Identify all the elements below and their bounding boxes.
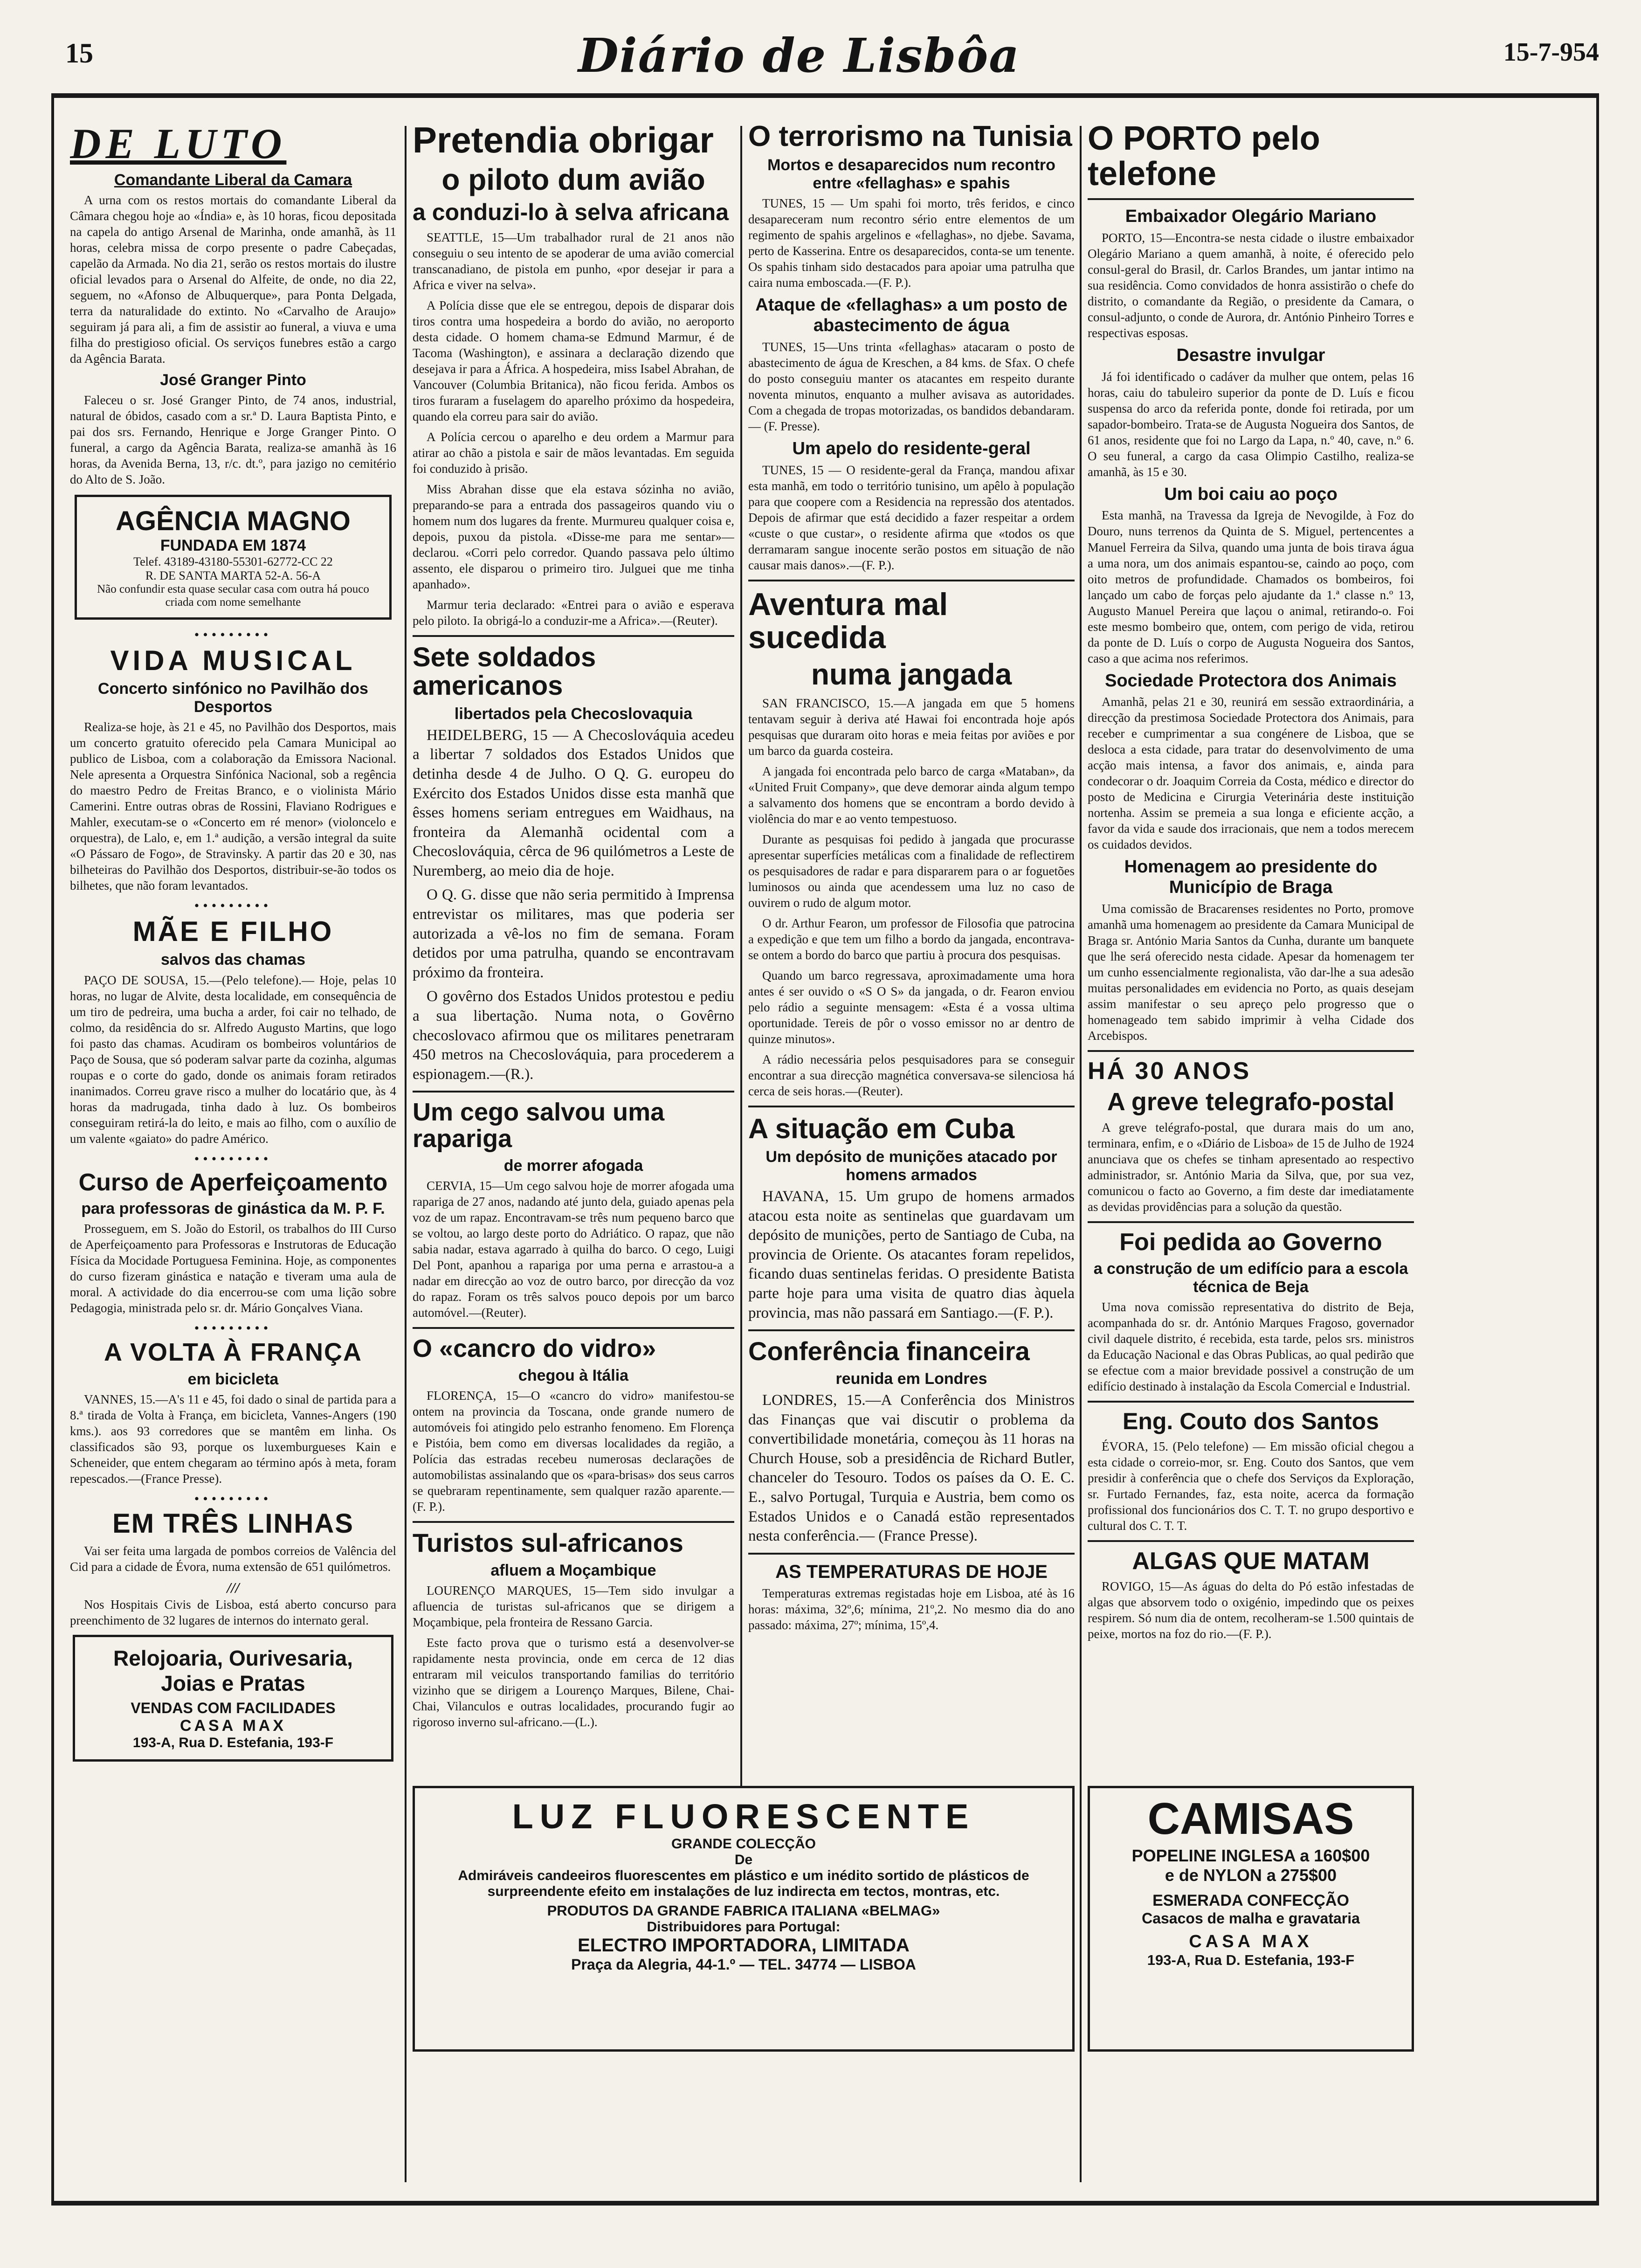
column-3 bbox=[748, 121, 1075, 1781]
volta-title: A VOLTA À FRANÇA bbox=[104, 1338, 362, 1367]
camisas-line: 193-A, Rua D. Estefania, 193-F bbox=[1147, 1952, 1355, 1968]
conferencia-title: Conferência financeira bbox=[748, 1336, 1030, 1366]
piloto-title: a conduzi-lo à selva africana bbox=[413, 199, 729, 226]
volta-subheading: em bicicleta bbox=[187, 1370, 279, 1389]
piloto-paragraph: Marmur teria declarado: «Entrei para o avião e esperava pelo piloto. Ia obrigá-lo a conduzir-me a Africa».—(Reuter). bbox=[413, 597, 734, 628]
column-rule bbox=[740, 126, 742, 1786]
piloto-paragraph: Miss Abrahan disse que ela estava sózinha no avião, preparando-se para a entrada dos passageiros quando viu o homem num dos lugares da frente. Murmureu qualquer coisa e, depois, puxou da pistola. «Disse-me para me sentar»—declarou. «Corri pelo corredor. Quando passava pelo último assento, ele disparou o primeiro tiro. Julguei que me tinha apanhado». bbox=[413, 482, 734, 591]
algas-paragraph: ROVIGO, 15—As águas do delta do Pó estão infestadas de algas que absorvem todo o oxigénio, impedindo que os peixes respirem. Só num dia de ontem, recolheram-se 1.500 quintais de peixe, mortos na foz do rio.—(F. P.). bbox=[1088, 1579, 1414, 1641]
algas-title: ALGAS QUE MATAM bbox=[1132, 1547, 1370, 1575]
apelo-title: Um apelo do residente-geral bbox=[792, 438, 1031, 458]
sociedade-paragraph: Amanhã, pelas 21 e 30, reunirá em sessão extraordinária, a direcção da prestimosa Sociedade Protectora dos Animais, para receber e cumprimentar a sua congénere de Lisboa, que se desloca a esta cidade, para tratar do desenvolvimento de uma acção mais intensa, a favor dos animais, e, ainda para condecorar o dr. Joaquim Correia da Costa, médico e director do posto de Medicina e Cirurgia Veterinária deste instituição nortenha. Assim se premeia a sua longa e eficiente acção, a favor da vida e saude dos irracionais, que nem a todos merecem os cuidados devidos. bbox=[1088, 695, 1414, 852]
agencia-title: AGÊNCIA MAGNO bbox=[116, 506, 351, 537]
conferencia-subheading: reunida em Londres bbox=[835, 1370, 987, 1388]
cuba-paragraph: HAVANA, 15. Um grupo de homens armados atacou esta noite as sentinelas que guardavam um depósito de munições, perto de Santiago de Cuba, na provincia de Oriente. Os atacantes foram repelidos, ficando duas sentinelas feridas. O presidente Batista parte hoje para uma visita de quatro dias àquela provincia, mas não passará em Santiago.—(F. P.). bbox=[748, 1188, 1075, 1321]
divider bbox=[413, 1521, 734, 1523]
column-2 bbox=[413, 121, 734, 1781]
tres-linhas-separator: /// bbox=[227, 1579, 240, 1597]
cancro-paragraph: FLORENÇA, 15—O «cancro do vidro» manifestou-se ontem na provincia da Toscana, onde grande numero de automóveis foi atingido pelo estranho fenomeno. Em Florença e Pistóia, bem como em diversas localidades da região, a Polícia das estradas recebeu numerosas declarações de automobilistas assinalando que os «para-brisas» dos seus carros se quebraram repentinamente, sem qualquer razão aparente.—(F. P.). bbox=[413, 1388, 734, 1514]
turistas-subheading: afluem a Moçambique bbox=[490, 1561, 656, 1579]
mae-title: MÃE E FILHO bbox=[132, 916, 334, 947]
agencia-note: Não confundir esta quase secular casa com outra há pouco criada com nome semelhante bbox=[97, 583, 369, 609]
aventura-paragraph: Durante as pesquisas foi pedido à jangada que procurasse apresentar superfícies metálicas com a finalidade de reflectirem os pesquisadores de radar e para dispararem para o ar foguetões luminosos ou ainda que acendessem uma luz no caso de ouvirem o rudo de algum motor. bbox=[748, 832, 1075, 910]
camisas-line: e de NYLON a 275$00 bbox=[1165, 1866, 1337, 1885]
relojoaria-ad bbox=[73, 1635, 393, 1762]
agencia-phone: Telef. 43189-43180-55301-62772-CC 22 bbox=[133, 555, 333, 569]
cuba-subheading: Um depósito de munições atacado por homens armados bbox=[765, 1148, 1057, 1184]
desastre-title: Desastre invulgar bbox=[1176, 345, 1325, 365]
tres-linhas-paragraph: Vai ser feita uma largada de pombos correios de Valência del Cid para a cidade de Évora, numa extensão de 651 quilómetros. bbox=[70, 1544, 396, 1574]
separator: ••••••••• bbox=[194, 627, 272, 643]
mae-paragraph: PAÇO DE SOUSA, 15.—(Pelo telefone).— Hoje, pelas 10 horas, no lugar de Alvite, desta localidade, em consequência de um tiro de pedreira, uma bucha a arder, foi cair no telhado, de colmo, da residência do sr. Alfredo Augusto Martins, que logo foi pasto das chamas. Acudiram os bombeiros voluntários de Paço de Sousa, que só poderam salvar parte da cozinha, algumas roupas e o corte do gado, donde os animais foram retirados inanimados. Correu grave risco a mulher do locatário que, às 4 horas da madrugada, tinha dado à luz. Os bombeiros conseguiram retirá-la do leito, e mais ao filho, com o auxílio de um valente «gaiato» do padre Américo. bbox=[70, 973, 396, 1146]
camisas-title: CAMISAS bbox=[1147, 1794, 1354, 1844]
agencia-address: R. DE SANTA MARTA 52-A. 56-A bbox=[145, 569, 321, 583]
luz-line: Admiráveis candeeiros fluorescentes em plástico e um inédito sortido de plásticos de surpreendente efeito em instalações de luz indirecta em tectos, montras, etc. bbox=[458, 1868, 1029, 1899]
agencia-founded: FUNDADA EM 1874 bbox=[160, 537, 306, 555]
separator: ••••••••• bbox=[194, 1151, 272, 1167]
divider bbox=[413, 1091, 734, 1093]
divider bbox=[748, 1329, 1075, 1331]
boi-title: Um boi caiu ao poço bbox=[1164, 484, 1338, 504]
curso-paragraph: Prosseguem, em S. João do Estoril, os trabalhos do III Curso de Aperfeiçoamento para Professoras e Instrutoras de Educação Física da Mocidade Portuguesa Feminina. Hoje, as componentes do curso fizeram ginástica e natação e tiveram uma aula de moral. A actividade do dia encerrou-se com uma lição sobre Pedagogia, ministrada pelo sr. dr. Mário Gonçalves Viana. bbox=[70, 1222, 396, 1315]
porto-title: O PORTO pelo telefone bbox=[1088, 121, 1320, 193]
camisas-line: ESMERADA CONFECÇÃO bbox=[1152, 1892, 1349, 1909]
bottom-rule bbox=[51, 2201, 1599, 2206]
divider bbox=[413, 1327, 734, 1329]
separator: ••••••••• bbox=[194, 1321, 272, 1336]
vida-subheading: Concerto sinfónico no Pavilhão dos Desportos bbox=[98, 680, 368, 716]
agencia-magno-ad bbox=[75, 495, 392, 620]
luz-line: De bbox=[734, 1852, 753, 1867]
relojoaria-line: VENDAS COM FACILIDADES bbox=[131, 1700, 336, 1717]
camisas-line: POPELINE INGLESA a 160$00 bbox=[1131, 1846, 1370, 1865]
separator: ••••••••• bbox=[194, 1491, 272, 1507]
divider bbox=[748, 1553, 1075, 1555]
temperaturas-paragraph: Temperaturas extremas registadas hoje em Lisboa, até às 16 horas: máxima, 32º,6; mínima, 21º,2. No mesmo dia do ano passado: máxima, 27º; mínima, 15º,4. bbox=[748, 1586, 1075, 1632]
divider bbox=[1088, 1050, 1414, 1052]
aventura-title: numa jangada bbox=[811, 657, 1012, 691]
turistas-paragraph: Este facto prova que o turismo está a desenvolver-se rapidamente nesta provincia, onde em cerca de 12 dias entraram mil veiculos transportando familias do território vizinho que se dirigem a Lourenço Marques, Bilene, Chai-Chai, Vilanculos e outras localidades, procurando fugir ao rigoroso inverno sul-africano.—(L.). bbox=[413, 1635, 734, 1729]
tres-linhas-paragraph: Nos Hospitais Civis de Lisboa, está aberto concurso para preenchimento de 32 lugares de internos do internato geral. bbox=[70, 1597, 396, 1628]
camisas-line: CASA MAX bbox=[1189, 1932, 1313, 1951]
piloto-paragraph: SEATTLE, 15—Um trabalhador rural de 21 anos não conseguiu o seu intento de se apoderar de uma avião comercial transcanadiano, de pistola em punho, «por desejar ir para a Africa e viver na selva». bbox=[413, 230, 734, 292]
aventura-paragraph: A jangada foi encontrada pelo barco de carga «Mataban», da «United Fruit Company», que deve demorar ainda algum tempo a salvamento dos homens que se encontram a bordo devido à violência do mar e ao vento tempestuoso. bbox=[748, 764, 1075, 826]
apelo-paragraph: TUNES, 15 — O residente-geral da França, mandou afixar esta manhã, em todo o território tunisino, um apêlo à população para que coopere com a Residencia na repressão dos atentados. Depois de afirmar que está decidido a fazer respeitar a ordem «custe o que custar», o residente afirma que «todos os que derramaram sangue inocente serão postos em situação de não causar mais danos».—(F. P.). bbox=[748, 463, 1075, 572]
piloto-title: o piloto dum avião bbox=[441, 162, 705, 196]
homenagem-title: Homenagem ao presidente do Município de Braga bbox=[1124, 857, 1378, 898]
sete-paragraph: O govêrno dos Estados Unidos protestou e pediu a sua libertação. Numa nota, o Govêrno checoslovaco afirmou que os militares penetraram 450 metros na Checoslováquia, para procederem a espionagem.—(R.). bbox=[413, 988, 734, 1083]
vida-paragraph: Realiza-se hoje, às 21 e 45, no Pavilhão dos Desportos, mais um concerto gratuito oferecido pela Camara Municipal ao publico de Lisboa, com a colaboração da Emissora Nacional. Nele apresenta a Orquestra Sinfónica Nacional, sob a regência do maestro Pedro de Freitas Branco, e o violinista Mário Camerini. Entre outras obras de Rossini, Flaviano Rodrigues e Mahler, executam-se o «Concerto em ré menor» (violoncelo e orquestra), de Lalo, e, em 1.ª audição, a versão integral da suite «O Pássaro de Fogo», de Stravinsky. A partir das 20 e 30, nas bilheteiras do Pavilhão dos Desportos, distribuir-se-ão todos os bilhetes, que não foram levantados. bbox=[70, 720, 396, 893]
divider bbox=[1088, 1540, 1414, 1542]
luto-paragraph: Faleceu o sr. José Granger Pinto, de 74 anos, industrial, natural de óbidos, casado com a sr.ª D. Laura Baptista Pinto, e pai dos srs. Fernando, Henrique e Jorge Granger Pinto. O funeral, a cargo da Agência Barata, realiza-se amanhã às 16 horas, da Avenida Berna, 13, r/c. dt.º, para jazigo no cemitério do Alto de S. João. bbox=[70, 393, 396, 487]
turistas-paragraph: LOURENÇO MARQUES, 15—Tem sido invulgar a afluencia de turistas sul-africanos que se dirigem a Moçambique, pela fronteira de Ressano Garcia. bbox=[413, 1583, 734, 1629]
luto-paragraph: A urna com os restos mortais do comandante Liberal da Câmara chegou hoje ao «Índia» e, às 10 horas, ficou depositada na capela do antigo Arsenal de Marinha, onde amanhã, às 11 horas, celebra missa de corpo presente o padre Cabeçadas, capelão da Armada. No dia 21, serão os restos mortais do ilustre oficial levados para o Arsenal do Alfeite, de onde, no dia 22, seguem, no «Afonso de Albuquerque», para Ponta Delgada, terra da naturalidade do extinto. No «Carvalho de Araujo» seguiram já para ali, a fim de assistir ao funeral, a viuva e uma filha do prestigioso oficial. Os serviços funebres estão a cargo da Agência Barata. bbox=[70, 193, 396, 366]
camisas-line: Casacos de malha e gravataria bbox=[1142, 1910, 1360, 1927]
page-number: 15 bbox=[65, 38, 93, 69]
aventura-paragraph: SAN FRANCISCO, 15.—A jangada em que 5 homens tentavam seguir à deriva até Hawai foi encontrada hoje após pesquisas que duraram oito horas e meia feitas por aviões e por um barco da guarda costeira. bbox=[748, 696, 1075, 758]
luto-title: DE LUTO bbox=[70, 121, 287, 167]
cancro-title: O «cancro do vidro» bbox=[413, 1334, 656, 1362]
column-1 bbox=[70, 121, 396, 2192]
piloto-title: Pretendia obrigar bbox=[413, 121, 714, 160]
homenagem-paragraph: Uma comissão de Bracarenses residentes no Porto, promove amanhã uma homenagem ao presidente da Camara Municipal de Braga sr. António Maria Santos da Cunha, durante um banquete que lhe será oferecido nesta cidade. Apesar da homenagem ter um cunho essencialmente regionalista, vão dar-lhe a sua adesão muitas personalidades em evidencia no Porto, as quais desejam assim manifestar o seu apreço pelo progresso que o homenageado tem sabido imprimir à velha Cidade dos Arcebispos. bbox=[1088, 901, 1414, 1043]
luz-line: Praça da Alegria, 44-1.º — TEL. 34774 — LISBOA bbox=[571, 1956, 916, 1973]
divider bbox=[748, 580, 1075, 581]
column-rule bbox=[405, 126, 407, 2182]
camisas-ad bbox=[1088, 1786, 1414, 2052]
luz-line: GRANDE COLECÇÃO bbox=[671, 1836, 816, 1852]
turistas-title: Turistos sul-africanos bbox=[413, 1528, 683, 1557]
beja-subheading: a construção de um edifício para a escola técnica de Beja bbox=[1093, 1259, 1408, 1296]
terrorismo-paragraph: TUNES, 15 — Um spahi foi morto, três feridos, e cinco desapareceram num recontro sério entre elementos de um regimento de spahis argelinos e «fellaghas», no djebe. Savama, perto de Kasserina. Entre os desaparecidos, conta-se um tenente. Os spahis tinham sido destacados para apoiar uma patrulha que caira numa emboscada.—(F. P.). bbox=[748, 196, 1075, 290]
conferencia-paragraph: LONDRES, 15.—A Conferência dos Ministros das Finanças que vai discutir o problema da convertibilidade monetária, começou às 11 horas na Church House, sob a presidência de Richard Butler, chanceler do Tesouro. Todos os países da O. E. C. E., salvo Portugal, Turquia e Austria, bem como os Estados Unidos e o Canadá estão representados nesta conferência.— (France Presse). bbox=[748, 1392, 1075, 1545]
column-4 bbox=[1088, 121, 1414, 1781]
cego-subheading: de morrer afogada bbox=[503, 1156, 643, 1175]
ataque-paragraph: TUNES, 15—Uns trinta «fellaghas» atacaram o posto de abastecimento de água de Kreschen, a 84 kms. de Sfax. O chefe do posto conseguiu manter os atacantes em respeito durante noventa minutos, enquanto a mulher avisava as autoridades. Com a chegada de tropas motorizadas, os bandidos debandaram. — (F. Presse). bbox=[748, 339, 1075, 433]
embaixador-title: Embaixador Olegário Mariano bbox=[1125, 207, 1377, 227]
sete-paragraph: HEIDELBERG, 15 — A Checoslováquia acedeu a libertar 7 soldados dos Estados Unidos que detinha desde 4 de Julho. O Q. G. europeu do Exército dos Estados Unidos disse esta manhã que êsses homens seriam entregues em Waidhaus, na fronteira da Alemanhã ocidental com a Checoslováquia, cêrca de 96 quilómetros a Leste de Nuremberg, ao meio dia de hoje. bbox=[413, 726, 734, 879]
aventura-paragraph: A rádio necessária pelos pesquisadores para se conseguir encontrar a sua direcção magnética conversava-se silenciosa há cerca de seis horas.—(Reuter). bbox=[748, 1052, 1075, 1098]
greve-paragraph: A greve telégrafo-postal, que durara mais do um ano, terminara, enfim, e o «Diário de Lisboa» de 15 de Julho de 1924 anunciava que os chefes se tinham apresentado ao respectivo administrador, sr. António Maria da Silva, que, por sua vez, comunicou o facto ao Governo, a fim deste dar imediatamente as devidas providências para a solução da questão. bbox=[1088, 1120, 1414, 1214]
temperaturas-title: AS TEMPERATURAS DE HOJE bbox=[775, 1561, 1048, 1582]
ataque-title: Ataque de «fellaghas» a um posto de abastecimento de água bbox=[755, 295, 1068, 336]
relojoaria-line: CASA MAX bbox=[179, 1717, 287, 1735]
luz-line: Distribuidores para Portugal: bbox=[647, 1919, 841, 1935]
desastre-paragraph: Já foi identificado o cadáver da mulher que ontem, pelas 16 horas, caiu do tabuleiro superior da ponte de D. Luís e ficou suspensa do arco da referida ponte, donde foi retirada, por um sapador-bombeiro. Trata-se de Augusta Nogueira dos Santos, de 61 anos, residente que foi no Largo da Lapa, n.º 40, cave, n.º 6. O seu funeral, a cargo da casa Olimpio Castilho, realiza-se amanhã, às 15 e 30. bbox=[1088, 369, 1414, 479]
issue-date: 15-7-954 bbox=[1503, 38, 1599, 67]
sete-subheading: libertados pela Checoslovaquia bbox=[454, 705, 693, 723]
sete-paragraph: O Q. G. disse que não seria permitido à Imprensa entrevistar os militares, mas que poderia ser autorizada a vê-los no fim de semana. Foram detidos por uma patrulha, quando se encontravam próximo da fronteira. bbox=[413, 886, 734, 981]
curso-subheading: para professoras de ginástica da M. P. F. bbox=[81, 1200, 385, 1218]
ha-30-anos-title: HÁ 30 ANOS bbox=[1088, 1057, 1251, 1085]
couto-title: Eng. Couto dos Santos bbox=[1123, 1408, 1379, 1435]
column-rule bbox=[1080, 126, 1082, 2182]
divider bbox=[1088, 198, 1414, 200]
terrorismo-subheading: Mortos e desaparecidos num recontro entre «fellaghas» e spahis bbox=[767, 156, 1055, 193]
cuba-title: A situação em Cuba bbox=[748, 1113, 1015, 1144]
divider bbox=[1088, 1221, 1414, 1223]
luto-subheading: Comandante Liberal da Camara bbox=[114, 171, 352, 189]
luto-subheading: José Granger Pinto bbox=[160, 371, 306, 389]
piloto-paragraph: A Polícia cercou o aparelho e deu ordem a Marmur para atirar ao chão a pistola e sair de mãos levantadas. Em seguida foi conduzido à prisão. bbox=[413, 429, 734, 476]
newspaper-title: Diário de Lisbôa bbox=[578, 28, 1020, 83]
embaixador-paragraph: PORTO, 15—Encontra-se nesta cidade o ilustre embaixador Olegário Mariano a quem amanhã, à noite, é oferecido pelo consul-geral do Brasil, dr. Carlos Brandes, um jantar intimo na sua residência. Como convidados de honra assistirão o chefe do distrito, o comandante da Região, o presidente da Camara, o consul-adjunto, o conde de Aurora, dr. António Pinheiro Torres e respectivas esposas. bbox=[1088, 230, 1414, 340]
cego-title: Um cego salvou uma rapariga bbox=[413, 1098, 665, 1153]
aventura-title: Aventura mal sucedida bbox=[748, 586, 948, 656]
couto-paragraph: ÉVORA, 15. (Pelo telefone) — Em missão oficial chegou a esta cidade o correio-mor, sr. Eng. Couto dos Santos, que vem presidir à conferência que o chefe dos Serviços da Exploração, sr. Furtado Fernandes, faz, esta noite, acerca da formação profissional dos funcionários dos C. T. T. no grupo desportivo e cultural dos C. T. T. bbox=[1088, 1439, 1414, 1533]
curso-title: Curso de Aperfeiçoamento bbox=[78, 1169, 388, 1196]
cego-paragraph: CERVIA, 15—Um cego salvou hoje de morrer afogada uma rapariga de 27 anos, nadando até junto dela, guiado apenas pela voz de um rapaz. Encontravam-se três num pequeno barco que se voltou, ao largo deste porto do Adriático. O rapaz, que não sabia nadar, estava agarrado à quilha do barco. O cego, Luigi Del Pont, apanhou a rapariga por uma perna e arrastou-a a nadar em direcção ao voz de outro barco, por direcção da voz do rapaz. Foram os três salvos pouco depois por um barco automóvel.—(Reuter). bbox=[413, 1178, 734, 1320]
vida-title: VIDA MUSICAL bbox=[110, 645, 356, 677]
relojoaria-title: Relojoaria, Ourivesaria, Joias e Pratas bbox=[113, 1646, 353, 1696]
masthead bbox=[51, 28, 1599, 98]
divider bbox=[413, 635, 734, 637]
volta-paragraph: VANNES, 15.—A's 11 e 45, foi dado o sinal de partida para a 8.ª tirada de Volta à França, em bicicleta, Vannes-Angers (190 kms.). aos 93 corredores que se mantêm em linha. Os classificados são 93, porque os luxemburgueses Kain e Scheneider, que entem chegaram ao término após à meta, foram repescados.—(France Presse). bbox=[70, 1392, 396, 1486]
terrorismo-title: O terrorismo na Tunisia bbox=[748, 121, 1072, 152]
luz-line: PRODUTOS DA GRANDE FABRICA ITALIANA «BELMAG» bbox=[547, 1902, 940, 1919]
tres-linhas-title: EM TRÊS LINHAS bbox=[112, 1508, 354, 1539]
separator: ••••••••• bbox=[194, 898, 272, 914]
boi-paragraph: Esta manhã, na Travessa da Igreja de Nevogilde, à Foz do Douro, nuns terrenos da Quinta de S. Miguel, pertencentes a Manuel Ferreira da Silva, quando uma junta de bois tirava água a uma nora, um dos animais espantou-se, caindo ao poço, com oito metros de profundidade. Chamados os bombeiros, foi lançado um cabo de forças pelo ajudante da 1.ª classe n.º 13, Augusto Manuel Pereira que laçou o animal, retirando-o. Foi este mesmo bombeiro que, ontem, com perigo de vida, retirou da ponte de D. Luís o corpo de Augusta Nogueira dos Santos, caso a que acima nos referimos. bbox=[1088, 508, 1414, 665]
cancro-subheading: chegou à Itália bbox=[518, 1366, 629, 1384]
piloto-paragraph: A Polícia disse que ele se entregou, depois de disparar dois tiros contra uma hospedeira a bordo do avião, no aeroporto desta cidade. O homem chama-se Edmund Marmur, é de Tacoma (Washington), e assinara a declaração dizendo que desejava ir para a África. A hospedeira, miss Isabel Abrahan, de Vancouver (Columbia Britanica), não ficou ferida. Ambos os tiros furaram a fuselagem do aparelho próximo da hospedeira, quando ela correu para sair do avião. bbox=[413, 298, 734, 423]
mae-subheading: salvos das chamas bbox=[161, 951, 305, 969]
luz-title: LUZ FLUORESCENTE bbox=[512, 1797, 975, 1836]
relojoaria-line: 193-A, Rua D. Estefania, 193-F bbox=[132, 1735, 334, 1751]
sete-title: Sete soldados americanos bbox=[413, 642, 596, 701]
aventura-paragraph: Quando um barco regressava, aproximadamente uma hora antes é ser ouvido o «S O S» da jangada, o dr. Fearon enviou pelo rádio a seguinte mensagem: «Esta é a vossa ultima oportunidade. Tereis de pôr o vosso emissor no ar dentro de quinze minutos». bbox=[748, 968, 1075, 1046]
luz-fluorescente-ad bbox=[413, 1786, 1075, 2052]
luz-line: ELECTRO IMPORTADORA, LIMITADA bbox=[578, 1935, 910, 1956]
greve-title: A greve telegrafo-postal bbox=[1107, 1087, 1395, 1116]
beja-title: Foi pedida ao Governo bbox=[1119, 1229, 1382, 1256]
top-rule bbox=[51, 93, 1599, 98]
sociedade-title: Sociedade Protectora dos Animais bbox=[1105, 671, 1397, 691]
divider bbox=[1088, 1401, 1414, 1403]
beja-paragraph: Uma nova comissão representativa do distrito de Beja, acompanhada do sr. dr. António Marques Fragoso, governador civil daquele distrito, é recebida, esta tarde, pelos srs. ministros da Educação Nacional e das Obras Publicas, ao qual pedirão que se efectue com a maior brevidade possivel a construção de um edifício destinado à instalação da Escola Comercial e Industrial. bbox=[1088, 1300, 1414, 1394]
divider bbox=[748, 1106, 1075, 1107]
aventura-paragraph: O dr. Arthur Fearon, um professor de Filosofia que patrocina a expedição e que tem um filho a bordo da jangada, encontrava-se ontem a bordo do barco que partiu à procura dos pesquisas. bbox=[748, 916, 1075, 962]
